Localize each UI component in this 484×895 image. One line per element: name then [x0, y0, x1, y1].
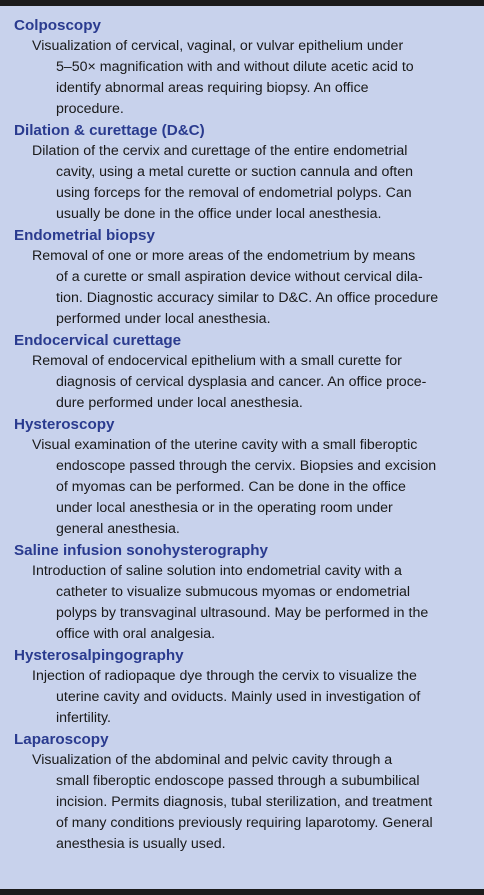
entry-endocervical-curettage	[14, 330, 478, 414]
term-heading: Endometrial biopsy	[14, 227, 155, 244]
entry-saline-infusion-sonohysterography	[14, 540, 478, 645]
term-heading: Endocervical curettage	[14, 332, 182, 349]
entry-dilation-curettage	[14, 120, 478, 225]
term-definition: Removal of one or more areas of the endometrium by means of a curette or small aspiration device without cervical dila- tion. Diagnostic accuracy similar to D&C. An office procedure performed under local anesthesia.	[32, 248, 439, 327]
entry-hysteroscopy	[14, 414, 478, 540]
entry-hysterosalpingography	[14, 645, 478, 729]
term-definition: Introduction of saline solution into endometrial cavity with a catheter to visualize submucous myomas or endometrial polyps by transvaginal ultrasound. May be performed in the office with oral analgesia.	[32, 563, 429, 642]
term-definition: Visual examination of the uterine cavity with a small fiberoptic endoscope passed through the cervix. Biopsies and excision of myomas can be performed. Can be done in the office under local anesthesia or in the operating room under general anesthesia.	[32, 437, 437, 537]
term-definition: Dilation of the cervix and curettage of the entire endometrial cavity, using a metal curette or suction cannula and often using forceps for the removal of endometrial polyps. Can usually be done in the office under local anesthesia.	[32, 143, 413, 222]
entry-colposcopy	[14, 15, 478, 120]
term-heading: Colposcopy	[14, 17, 101, 34]
entry-laparoscopy	[14, 729, 478, 855]
term-definition: Visualization of cervical, vaginal, or vulvar epithelium under 5–50× magnification with and without dilute acetic acid to identify abnormal areas requiring biopsy. An office procedure.	[32, 38, 414, 117]
term-definition: Injection of radiopaque dye through the cervix to visualize the uterine cavity and oviducts. Mainly used in investigation of infertility.	[32, 668, 421, 726]
term-heading: Dilation & curettage (D&C)	[14, 122, 205, 139]
term-heading: Laparoscopy	[14, 731, 109, 748]
term-heading: Hysterosalpingography	[14, 647, 184, 664]
term-heading: Hysteroscopy	[14, 416, 115, 433]
entry-endometrial-biopsy	[14, 225, 478, 330]
term-heading: Saline infusion sonohysterography	[14, 542, 269, 559]
term-definition: Visualization of the abdominal and pelvic cavity through a small fiberoptic endoscope passed through a subumbilical incision. Permits diagnosis, tubal sterilization, and treatment of many conditions previously requiring laparotomy. General anesthesia is usually used.	[32, 752, 433, 852]
term-definition: Removal of endocervical epithelium with a small curette for diagnosis of cervical dysplasia and cancer. An office proce- dure performed under local anesthesia.	[32, 353, 427, 411]
